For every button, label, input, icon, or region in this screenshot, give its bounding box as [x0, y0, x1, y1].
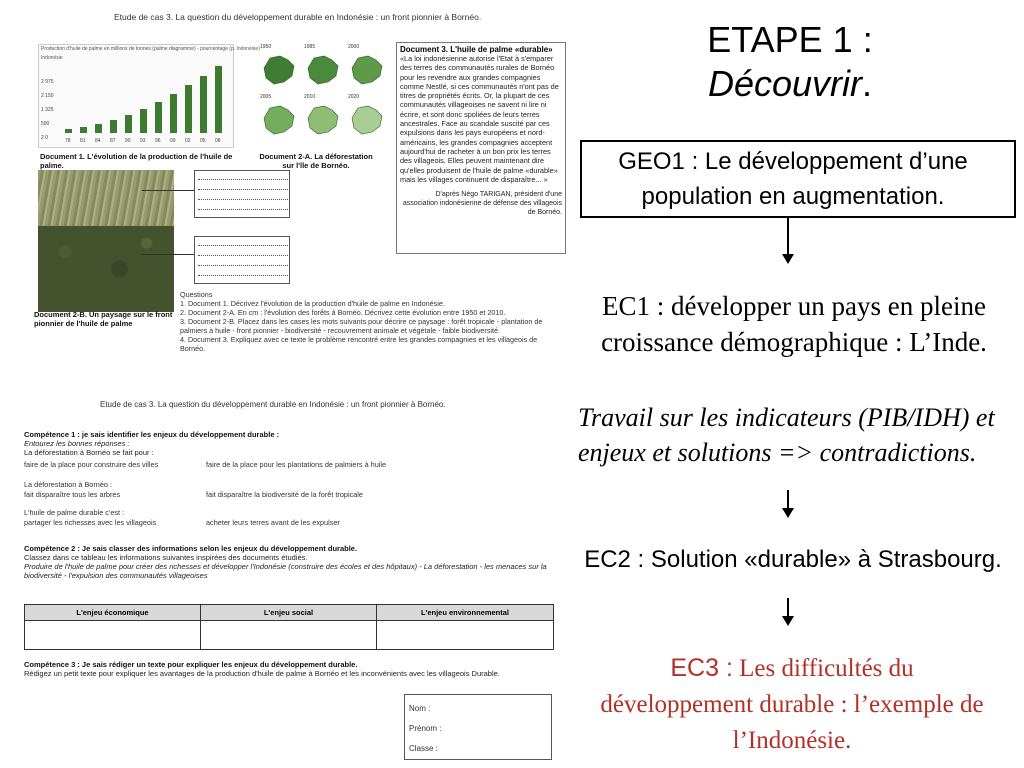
c1-q3-option-a[interactable]: partager les richesses avec les villageois — [24, 518, 157, 527]
chart-bar — [215, 66, 222, 133]
geo-title: GEO1 : Le développement d’une population en augmentation. — [618, 148, 968, 210]
table-header-economique: L'enjeu économique — [25, 605, 201, 621]
c3-title: Compétence 3 : Je sais rédiger un texte pour expliquer les enjeux du développement durable. — [24, 660, 358, 669]
map-year-label: 1985 — [304, 44, 316, 50]
c1-q1: La déforestation à Bornéo se fait pour : — [24, 448, 154, 457]
label-box-2[interactable] — [194, 236, 290, 284]
arrowhead-1 — [782, 254, 794, 264]
ec2-title: EC2 : Solution «durable» à Strasbourg. — [584, 546, 1002, 573]
production-chart — [38, 44, 260, 148]
table-cell-social[interactable] — [201, 621, 377, 649]
chart-x-tick: 02 — [185, 138, 191, 144]
question-4: 4. Document 3. Expliquez avec ce texte le problème rencontré entre les grandes compagnies et les villageois de Bornéo. — [180, 335, 538, 353]
c1-sub: Entourez les bonnes réponses : — [24, 439, 130, 448]
worksheet-title: Etude de cas 3. La question du développement durable en Indonésie : un front pionnier à Bornéo. — [114, 12, 482, 22]
borneo-map — [258, 54, 298, 86]
forest-photo — [38, 226, 174, 312]
etape-suffix: . — [862, 63, 873, 104]
c1-q1-option-b[interactable]: faire de la place pour les plantations de palmiers à huile — [206, 460, 387, 469]
photo-arrow-1 — [142, 190, 194, 191]
doc3-title: Document 3. L'huile de palme «durable» — [400, 45, 553, 54]
ec3-prefix: EC3 : — [670, 654, 733, 682]
table-cell-economique[interactable] — [25, 621, 201, 649]
chart-y-tick: 1 325 — [41, 107, 54, 113]
map-year-label: 2005 — [260, 94, 272, 100]
chart-bar — [170, 94, 177, 133]
borneo-map — [302, 54, 342, 86]
chart-x-tick: 90 — [125, 138, 131, 144]
chart-x-tick: 81 — [80, 138, 86, 144]
c1-q3: L'huile de palme durable c'est : — [24, 508, 125, 517]
chart-bar — [185, 85, 192, 133]
chart-heading: Production d'huile de palme en millions de tonnes (palme diagramme) - pourcentage (p. Indonésie) — [41, 46, 260, 52]
c1-q1-option-a[interactable]: faire de la place pour construire des villes — [24, 460, 159, 469]
ec1-title: EC1 : développer un pays en pleine croissance démographique : L’Inde. — [601, 291, 987, 357]
ec3-text: Les difficultés du développement durable : l’exemple de l’Indonésie. — [600, 655, 984, 754]
chart-bar — [200, 76, 207, 133]
worksheet2-title: Etude de cas 3. La question du développement durable en Indonésie : un front pionnier à Bornéo. — [100, 400, 446, 409]
chart-unit-label: Indonésie — [41, 55, 63, 61]
chart-y-tick: 2 0 — [41, 135, 48, 141]
borneo-map — [302, 104, 342, 136]
map-year-label: 2010 — [304, 94, 316, 100]
doc1-caption: Document 1. L'évolution de la production de l'huile de palme. — [40, 152, 233, 170]
chart-bar — [65, 129, 72, 133]
borneo-map — [346, 54, 386, 86]
doc2b-caption: Document 2-B. Un paysage sur le front pionnier de l'huile de palme — [34, 310, 173, 328]
arrowhead-3 — [782, 616, 794, 626]
doc3-textbox — [396, 42, 566, 254]
c2-title: Compétence 2 : Je sais classer des informations selon les enjeux du développement durable. — [24, 544, 358, 553]
chart-x-tick: 84 — [95, 138, 101, 144]
chart-x-tick: 87 — [110, 138, 116, 144]
chart-x-tick: 99 — [170, 138, 176, 144]
chart-x-tick: 93 — [140, 138, 146, 144]
chart-x-tick: 05 — [200, 138, 206, 144]
c2-items: Produire de l'huile de palme pour créer des richesses et développer l'Indonésie (construire des écoles et des hôpitaux) - La déforestation - les menaces sur la biodiversité - l'expulsion des communautés villageoises — [24, 562, 547, 580]
doc3-text: «La loi indonésienne autorise l'Etat à s'emparer des terres des communautés rurales de Bornéo pour les revendre aux grandes compagnies comme Nestlé, si ces communautés n'ont pas de titres de propriétés écrits. Or, la plupart de ces communautés villageoises ne savent ni lire ni écrire, et sont donc spoliées de leurs terres ancestrales. Face au scandale suscité par ces expulsions dans les pays européens et nord-américains, les grandes compagnies acceptent aujourd'hui de racheter à un bon prix les terres des villageois. Elles peuvent maintenant dire qu'elles produisent de l'huile de palme «durable» mais les villages continuent de disparaître... » — [400, 54, 559, 184]
borneo-map — [258, 104, 298, 136]
questions-block — [180, 290, 560, 353]
question-1: 1. Document 1. Décrivez l'évolution de la production d'huile de palme en Indonésie. — [180, 299, 445, 308]
nom-field[interactable]: Nom : — [409, 704, 431, 713]
map-year-label: 2020 — [348, 94, 360, 100]
student-id-box — [404, 694, 552, 760]
chart-bar — [80, 127, 87, 133]
label-box-1[interactable] — [194, 170, 290, 218]
c1-title: Compétence 1 : je sais identifier les enjeux du développement durable : — [24, 430, 280, 439]
chart-bar — [140, 109, 147, 133]
chart-x-tick: 96 — [155, 138, 161, 144]
connector-line-1 — [787, 218, 789, 258]
questions-title: Questions — [180, 290, 213, 299]
map-year-label: 1950 — [260, 44, 272, 50]
c1-q2-option-b[interactable]: fait disparaître la biodiversité de la forêt tropicale — [206, 490, 363, 499]
etape-heading — [650, 18, 930, 106]
palm-plantation-photo — [38, 170, 174, 226]
c1-q3-option-b[interactable]: acheter leurs terres avant de les expulser — [206, 518, 340, 527]
table-header-environnemental: L'enjeu environnemental — [377, 605, 553, 621]
question-3: 3. Document 2-B. Placez dans les cases les mots suivants pour décrire ce paysage : forêt tropicale - plantation de palmiers à huile - front pionnier - biodiversité - recouvrement animale et végétale - faible biodiversité. — [180, 317, 543, 335]
map-year-label: 2000 — [348, 44, 360, 50]
table-cell-environnemental[interactable] — [377, 621, 553, 649]
borneo-map — [346, 104, 386, 136]
question-2: 2. Document 2-A. En cm : l'évolution des forêts à Bornéo. Décrivez cette évolution entre 1950 et 2010. — [180, 308, 506, 317]
chart-bar — [110, 120, 117, 133]
travail-text: Travail sur les indicateurs (PIB/IDH) et enjeux et solutions => contradictions. — [578, 403, 995, 467]
etape-subtitle: Découvrir — [707, 63, 863, 104]
chart-y-tick: 2 975 — [41, 79, 54, 85]
prenom-field[interactable]: Prénom : — [409, 724, 442, 733]
chart-x-tick: 78 — [65, 138, 71, 144]
competence-3 — [24, 660, 554, 678]
table-header-social: L'enjeu social — [201, 605, 377, 621]
competence-1 — [24, 430, 554, 457]
chart-y-tick: 2 150 — [41, 93, 54, 99]
chart-y-tick: 500 — [41, 121, 50, 127]
c3-sub: Rédigez un petit texte pour expliquer les avantages de la production d'huile de palme à Bornéo et les inconvénients avec les villageois Durable. — [24, 669, 500, 678]
classe-field[interactable]: Classe : — [409, 744, 438, 753]
photo-arrow-2 — [142, 254, 194, 255]
c1-q2-option-a[interactable]: fait disparaître tous les arbres — [24, 490, 121, 499]
deforestation-maps — [258, 44, 390, 148]
competence-2 — [24, 544, 554, 580]
c1-q2: La déforestation à Bornéo : — [24, 480, 113, 489]
etape-title: ETAPE 1 : — [707, 19, 873, 60]
chart-bar — [155, 102, 162, 133]
chart-bar — [95, 124, 102, 133]
c2-sub: Classez dans ce tableau les informations suivantes inspirées des documents étudiés. — [24, 553, 308, 562]
arrowhead-2 — [782, 508, 794, 518]
doc2a-caption: Document 2-A. La déforestation sur l'île de Bornéo. — [259, 152, 373, 170]
doc3-source: D'après Négo TARIGAN, président d'une association indonésienne de défense des villageois de Bornéo. — [402, 191, 562, 217]
ec3-title — [600, 650, 984, 759]
enjeux-table — [24, 604, 554, 650]
chart-bar — [125, 115, 132, 133]
chart-x-tick: 08 — [215, 138, 221, 144]
